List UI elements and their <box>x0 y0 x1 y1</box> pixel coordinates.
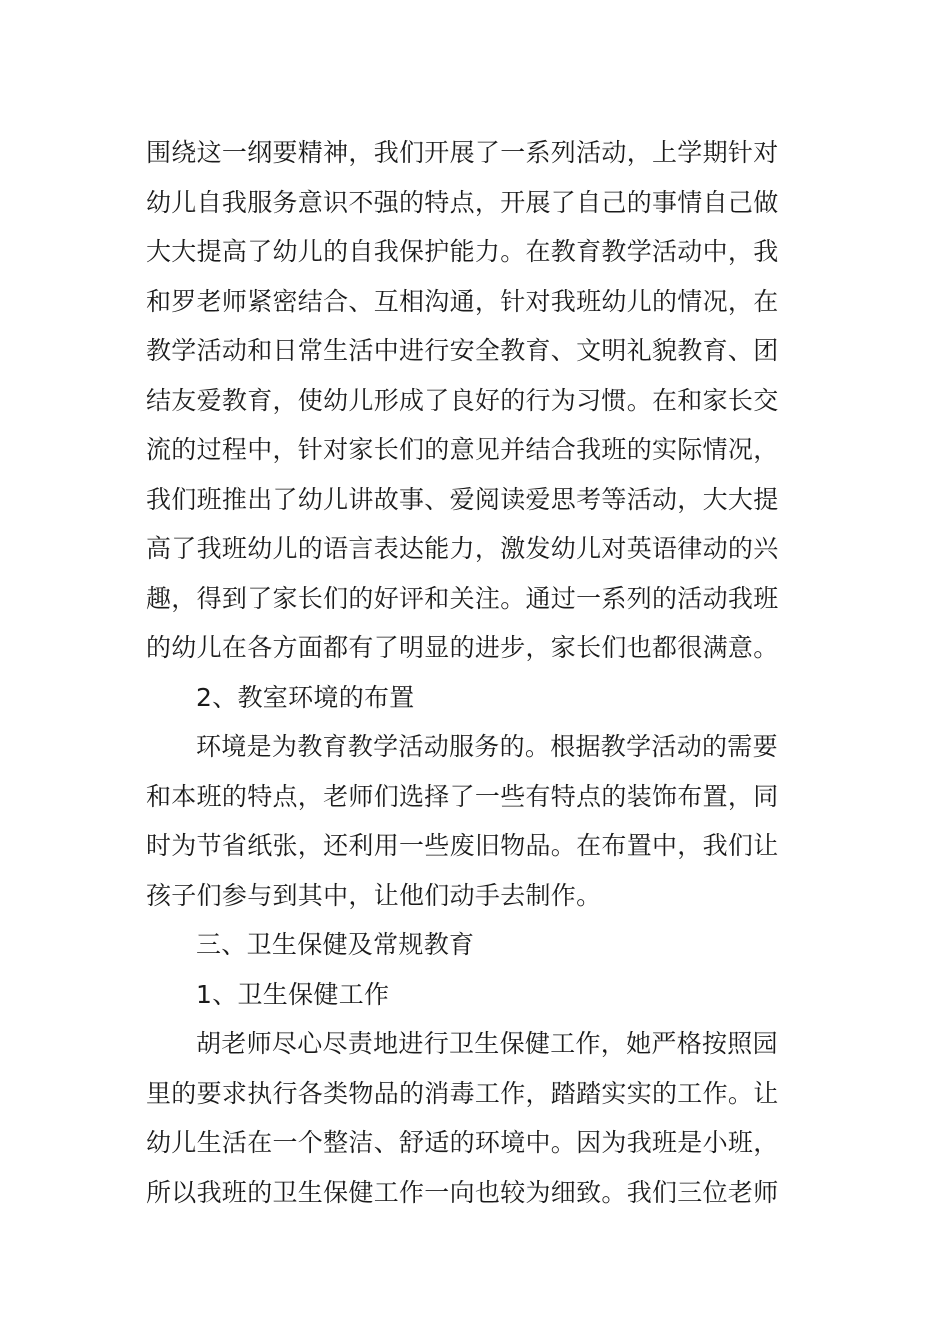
paragraph-line: 我们班推出了幼儿讲故事、爱阅读爱思考等活动，大大提 <box>146 484 779 514</box>
document-body <box>146 128 808 1217</box>
paragraph-line: 围绕这一纲要精神，我们开展了一系列活动，上学期针对 <box>146 138 779 167</box>
paragraph-line: 和本班的特点，老师们选择了一些有特点的装饰布置，同 <box>146 781 779 811</box>
section-heading: 2、教室环境的布置 <box>196 682 415 712</box>
paragraph-line: 幼儿生活在一个整洁、舒适的环境中。因为我班是小班， <box>146 1128 779 1157</box>
paragraph-line: 高了我班幼儿的语言表达能力，激发幼儿对英语律动的兴 <box>146 534 779 563</box>
paragraph-line: 和罗老师紧密结合、互相沟通，针对我班幼儿的情况，在 <box>146 286 779 316</box>
paragraph-line: 所以我班的卫生保健工作一向也较为细致。我们三位老师 <box>146 1177 779 1207</box>
section-heading: 三、卫生保健及常规教育 <box>196 930 475 959</box>
subsection-heading: 1、卫生保健工作 <box>196 979 390 1009</box>
paragraph-line: 教学活动和日常生活中进行安全教育、文明礼貌教育、团 <box>146 336 779 365</box>
paragraph-line: 时为节省纸张，还利用一些废旧物品。在布置中，我们让 <box>146 831 779 860</box>
paragraph-first-line: 环境是为教育教学活动服务的。根据教学活动的需要 <box>196 732 778 761</box>
paragraph-line: 里的要求执行各类物品的消毒工作，踏踏实实的工作。让 <box>146 1078 779 1108</box>
paragraph-line: 流的过程中，针对家长们的意见并结合我班的实际情况， <box>146 435 779 464</box>
paragraph-line: 的幼儿在各方面都有了明显的进步，家长们也都很满意。 <box>146 633 779 662</box>
paragraph-line: 结友爱教育，使幼儿形成了良好的行为习惯。在和家长交 <box>146 385 779 415</box>
paragraph-line: 大大提高了幼儿的自我保护能力。在教育教学活动中，我 <box>146 237 779 266</box>
paragraph-first-line: 胡老师尽心尽责地进行卫生保健工作，她严格按照园 <box>196 1029 778 1058</box>
paragraph-line: 趣，得到了家长们的好评和关注。通过一系列的活动我班 <box>146 583 779 613</box>
paragraph-line: 幼儿自我服务意识不强的特点，开展了自己的事情自己做 <box>146 187 779 217</box>
paragraph-line: 孩子们参与到其中，让他们动手去制作。 <box>146 880 602 910</box>
